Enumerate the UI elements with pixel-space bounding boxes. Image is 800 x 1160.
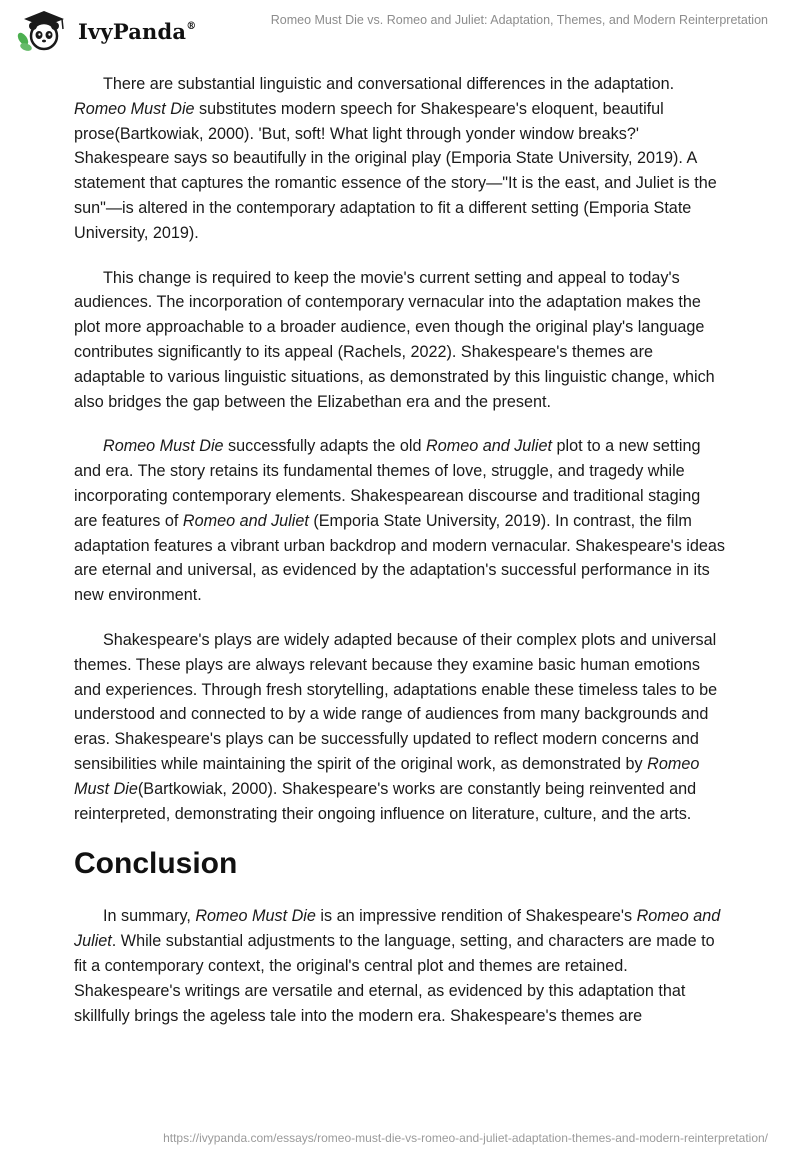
essay-title-header: Romeo Must Die vs. Romeo and Juliet: Adaptation, Themes, and Modern Reinterpretation <box>270 13 768 27</box>
brand-name: IvyPanda® <box>78 18 197 44</box>
paragraph-3: Romeo Must Die successfully adapts the old Romeo and Juliet plot to a new setting and era. The story retains its fundamental themes of love, struggle, and tragedy while incorporating contemporary elements. Shakespearean discourse and traditional staging are features of Romeo and Juliet (Emporia State University, 2019). In contrast, the film adaptation features a vibrant urban backdrop and modern vernacular. Shakespeare's ideas are eternal and universal, as evidenced by the adaptation's successful performance in its new environment. <box>74 437 726 605</box>
section-heading-conclusion: Conclusion <box>74 847 238 881</box>
panda-graduation-cap-icon <box>14 9 74 53</box>
paragraph-1: There are substantial linguistic and conversational differences in the adaptation. Romeo Must Die substitutes modern speech for Shakespeare's eloquent, beautiful prose(Bartkowiak, 2000). 'But, soft! What light through yonder window breaks?' Shakespeare says so beautifully in the original play (Emporia State University, 2019). A statement that captures the romantic essence of the story—"It is the east, and Juliet is the sun"—is altered in the contemporary adaptation to fit a different setting (Emporia State University, 2019). <box>74 75 717 242</box>
essay-body <box>74 72 726 1048</box>
paragraph-4: Shakespeare's plays are widely adapted because of their complex plots and universal themes. These plays are always relevant because they examine basic human emotions and experiences. Through fresh storytelling, adaptations enable these timeless tales to be understood and connected to by a wide range of audiences from many backgrounds and eras. Shakespeare's plays can be successfully updated to reflect modern concerns and sensibilities while maintaining the spirit of the original work, as demonstrated by Romeo Must Die(Bartkowiak, 2000). Shakespeare's works are constantly being reinvented and reinterpreted, demonstrating their ongoing influence on literature, culture, and the arts. <box>74 630 718 823</box>
paragraph-5: In summary, Romeo Must Die is an impressive rendition of Shakespeare's Romeo and Juliet. While substantial adjustments to the language, setting, and characters are made to fit a contemporary context, the original's central plot and themes are retained. Shakespeare's writings are versatile and eternal, as evidenced by this adaptation that skillfully brings the ageless tale into the modern era. Shakespeare's themes are <box>74 907 721 1025</box>
page-header <box>0 0 800 60</box>
paragraph-2: This change is required to keep the movie's current setting and appeal to today's audiences. The incorporation of contemporary vernacular into the adaptation makes the plot more approachable to a broader audience, even though the original play's language contributes significantly to its appeal (Rachels, 2022). Shakespeare's themes are adaptable to various linguistic situations, as demonstrated by this linguistic change, which also bridges the gap between the Elizabethan era and the present. <box>74 268 715 411</box>
registered-mark: ® <box>186 20 197 32</box>
ivypanda-logo[interactable] <box>14 9 196 53</box>
source-url-link[interactable]: https://ivypanda.com/essays/romeo-must-die-vs-romeo-and-juliet-adaptation-themes-and-modern-reinterpretation/ <box>163 1131 768 1145</box>
